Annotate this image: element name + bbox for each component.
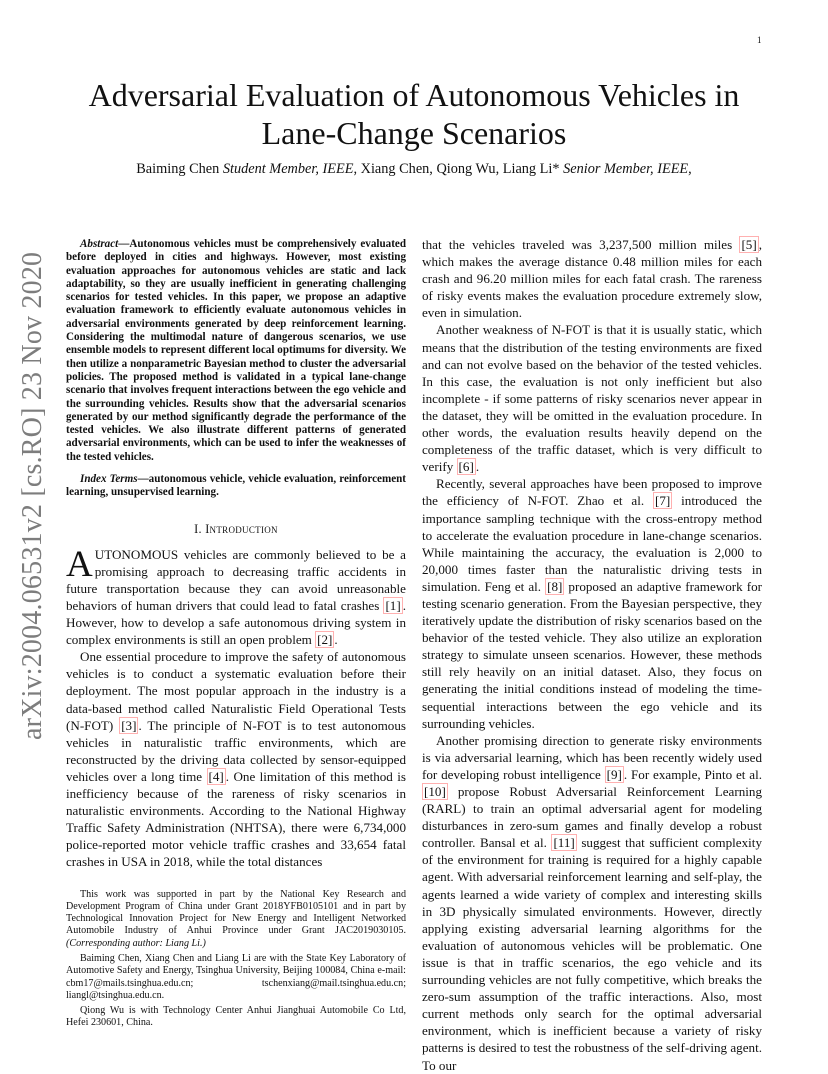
body-paragraph: that the vehicles traveled was 3,237,500 million miles [5] , which makes the average distance 0.48 million miles for each crash and 96.20 million miles for each fatal crash. The rareness of risky events makes the evaluation procedure extremely slow, even in simulation. (422, 237, 762, 321)
body-paragraph: Another promising direction to generate risky environments is via adversarial learning, which has been recently widely used for developing robust intelligence [9] . For example, Pinto et al. [10] propose Robust Adversarial Reinforcement Learning (RARL) to train an optimal adversarial agent for modeling disturbances in zero-sum games and finally develop a robust controller. Bansal et al. [11] suggest that sufficient complexity of the environment for training is required for a highly capable agent. With adversarial reinforcement learning and self-play, the agents learned a wide variety of complex and interesting skills in 3D physically simulated environments. However, directly applying existing adversarial learning algorithms for the evaluation of autonomous vehicles will be problematic. One issue is that in traffic scenarios, the ego vehicle and its surrounding vehicles are not fully competitive, which breaks the zero-sum assumption of the traffic interactions. Also, most current methods only search for the optimal adversarial environment, which is inefficient because a variety of risky patterns is desired to test the robustness of the self-driving agent. To our (422, 732, 762, 1073)
abstract-lead: Abstract (80, 238, 119, 250)
index-terms-lead: Index Terms (80, 473, 138, 486)
citation-link[interactable]: [2] (317, 632, 333, 648)
author-name: Baiming Chen (136, 161, 220, 177)
author-names: , Xiang Chen, Qiong Wu, Liang Li* (353, 161, 560, 177)
citation-link[interactable]: [8] (547, 578, 563, 594)
intro-paragraph: AUTONOMOUS vehicles are commonly believed to be a promising approach to decreasing traffic accidents in future transportation because they can avoid unreasonable behaviors of human drivers that could lead to fatal crashes [1] . However, how to develop a safe autonomous driving system in complex environments is still an open problem [2] . (66, 543, 406, 648)
citation-link[interactable]: [7] (654, 493, 671, 509)
abstract-text: —Autonomous vehicles must be comprehensively evaluated before deployed in cities and highways. However, most existing evaluation approaches for autonomous vehicles are static and lack adaptability, so they are usually inefficient in generating challenging scenarios for tested vehicles. In this paper, we propose an adaptive evaluation framework to efficiently evaluate autonomous vehicles in adversarial environments generated by deep reinforcement learning. Considering the multimodal nature of dangerous scenarios, we use ensemble models to represent different local optimums for diversity. We then utilize a nonparametric Bayesian method to cluster the adversarial policies. The proposed method is validated in a typical lane-change scenario that involves frequent interactions between the ego vehicle and the surrounding vehicles. Results show that the adversarial scenarios generated by our method significantly degrade the performance of the tested vehicles. We also illustrate different patterns of generated adversarial environments, which can be used to infer the weaknesses of the tested vehicles. (66, 238, 406, 463)
affiliation-footnote: Baiming Chen, Xiang Chen and Liang Li are with the State Key Laboratory of Automotive Safety and Energy, Tsinghua University, Beijing 100084, China e-mail: cbm17@mails.tsinghua.edu.cn; tschenxiang@mail.tsinghua.edu.cn; liangl@tsinghua.edu.cn. (66, 953, 406, 1001)
left-column (66, 238, 406, 1033)
index-terms-text: —autonomous vehicle, vehicle evaluation, reinforcement learning, unsupervised learning. (66, 473, 406, 499)
paper-title: Adversarial Evaluation of Autonomous Vehicles in Lane-Change Scenarios (88, 77, 740, 151)
body-paragraph: Another weakness of N-FOT is that it is usually static, which means that the distribution of the testing environments are fixed and can not evolve based on the behavior of the tested vehicles. In this case, the evaluation is not only inefficient but also incomplete - if some patterns of risky scenarios never appear in the dataset, they will be omitted in the evaluation procedure. In other words, the evaluation results heavily depend on the completeness of the traffic dataset, which is very difficult to verify [6] . (422, 322, 762, 475)
index-terms (66, 473, 406, 500)
citation-link[interactable]: [4] (208, 768, 224, 784)
body-paragraph: Recently, several approaches have been proposed to improve the efficiency of N-FOT. Zhao et al. [7] introduced the importance sampling technique with the cross-entropy method to accelerate the evaluation procedure in lane-change scenarios. While maintaining the accuracy, the evaluation is 2,000 to 20,000 times faster than the naturalistic driving tests in simulation. Feng et al. [8] proposed an adaptive framework for testing scenario generation. From the Bayesian perspective, they iteratively update the distribution of risky scenarios based on the behavior of the tested vehicle. They also utilize an exploration strategy to simulate unseen scenarios. However, these methods still rely heavily on an initial dataset. Also, they focus on generating the initial conditions instead of modeling the time-sequential interactions between the ego vehicle and its surrounding vehicles. (422, 476, 762, 731)
citation-link[interactable]: [5] (741, 237, 757, 252)
author-membership: Student Member, IEEE (222, 161, 354, 177)
citation-link[interactable]: [11] (553, 835, 575, 851)
citation-link[interactable]: [6] (458, 459, 474, 475)
citation-link[interactable]: [9] (606, 766, 622, 782)
drop-cap: A (66, 543, 93, 585)
abstract (66, 238, 406, 464)
page-number: 1 (757, 35, 762, 45)
citation-link[interactable]: [3] (121, 717, 137, 733)
intro-paragraph: One essential procedure to improve the safety of autonomous vehicles is to conduct a systematic evaluation before their deployment. The most popular approach in the industry is a data-based method called Naturalistic Field Operational Tests (N-FOT) [3] . The principle of N-FOT is to test autonomous vehicles in naturalistic traffic environments, which are reconstructed by the driving data collected by sensor-equipped vehicles over a long time [4] . One limitation of this method is inefficiency because of the rareness of risky scenarios in naturalistic environments. According to the National Highway Traffic Safety Administration (NHTSA), there were 6,734,000 police-reported motor vehicle traffic crashes and 33,654 fatal crashes in USA in 2018, while the total distances (66, 649, 406, 870)
right-column (422, 236, 762, 1074)
citation-link[interactable]: [10] (424, 784, 446, 799)
citation-link[interactable]: [1] (385, 598, 401, 614)
funding-footnote: This work was supported in part by the National Key Research and Development Program of China under Grant 2018YFB0105101 and in part by Technological Innovation Project for New Energy and Intelligent Networked Automobile Industry of Anhui Province under Grant JAC2019030105. (Corresponding author: Liang Li.) (66, 888, 406, 949)
author-list-end: , (688, 161, 692, 177)
section-heading: I. Introduction (194, 521, 278, 536)
author-membership: Senior Member, IEEE (563, 161, 689, 177)
footnotes (66, 889, 406, 1030)
affiliation-footnote: Qiong Wu is with Technology Center Anhui Jianghuai Automobile Co Ltd, Hefei 230601, China. (66, 1005, 406, 1029)
arxiv-identifier: arXiv:2004.06531v2 [cs.RO] 23 Nov 2020 (17, 251, 48, 740)
author-list (60, 160, 768, 178)
